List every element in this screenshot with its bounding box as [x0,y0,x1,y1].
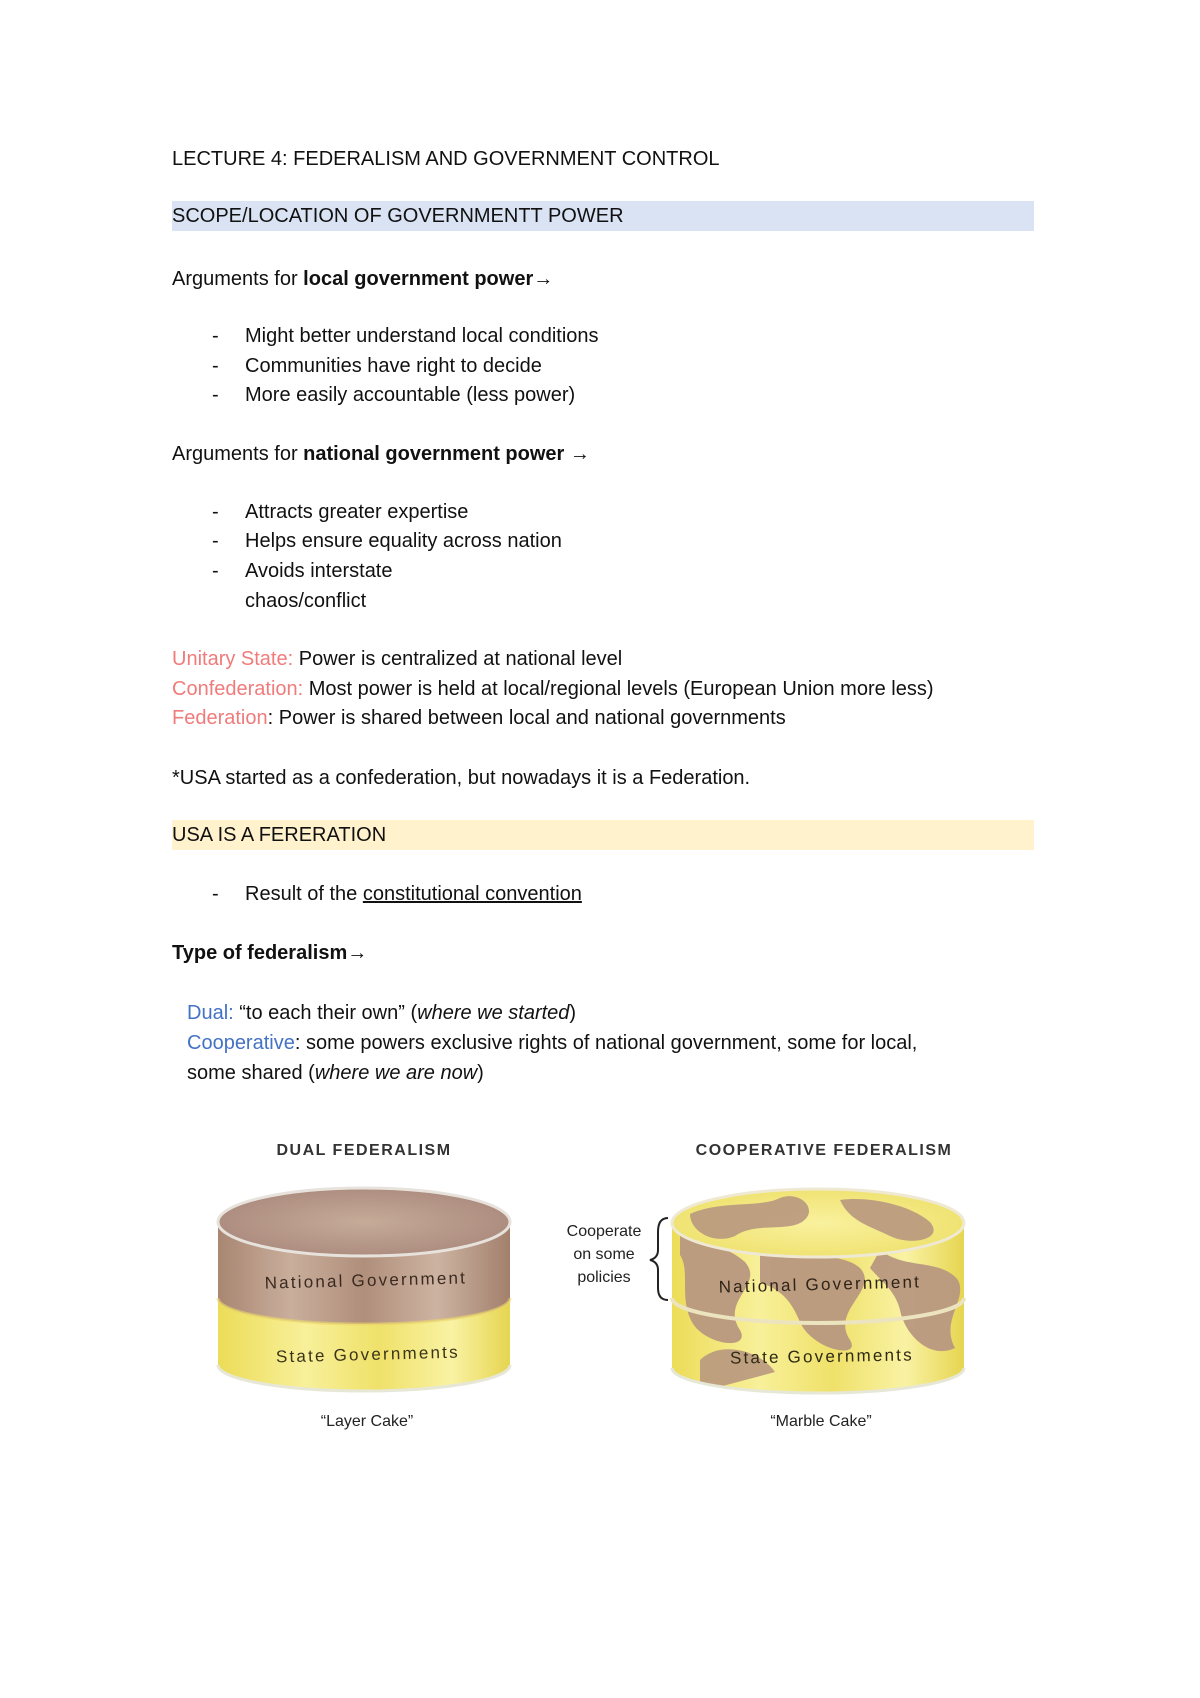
list-item-continuation: chaos/conflict [245,590,367,612]
local-bold: local government power [303,268,534,290]
national-bold: national government power [303,443,570,465]
term-dual: Dual: [187,1002,234,1024]
dual-close: ) [569,1002,577,1024]
cooperative-line2-prefix: some shared ( [187,1062,315,1084]
bullet-dash: - [212,384,219,406]
bullet-dash: - [212,501,219,523]
section-heading-scope-text: SCOPE/LOCATION OF GOVERNMENTT POWER [172,205,624,227]
bracket-text-line2: on some [573,1246,635,1263]
bullet-dash: - [212,560,219,582]
brace-icon [650,1218,668,1300]
underlined-term: constitutional convention [362,883,582,905]
list-item: Might better understand local conditions [245,325,599,347]
dual-state-label: State Governments [275,1342,461,1367]
cooperative-state-label: State Governments [729,1345,914,1368]
bullet-dash: - [212,883,219,905]
bracket-text-line1: Cooperate [566,1223,642,1240]
definition-text: : Power is shared between local and national governments [267,707,786,729]
dual-caption: “Layer Cake” [320,1413,414,1430]
term-cooperative: Cooperative [187,1032,295,1054]
definition-text: Power is centralized at national level [293,648,623,670]
bullet-dash: - [212,530,219,552]
list-item: Communities have right to decide [245,355,542,377]
bullet-prefix: Result of the [245,883,363,905]
dual-cake-top [218,1188,510,1256]
type-heading-text: Type of federalism [172,942,348,964]
bracket-text-line3: policies [577,1269,631,1286]
right-arrow-icon: → [569,443,590,465]
cooperative-caption: “Marble Cake” [770,1413,872,1430]
cooperative-close: ) [477,1062,484,1084]
dual-text: “to each their own” ( [233,1002,418,1024]
cooperative-italic: where we are now [314,1062,478,1084]
right-arrow-icon: → [533,268,554,290]
section-heading-usa-text: USA IS A FERERATION [172,824,387,846]
definition-text: Most power is held at local/regional levels (European Union more less) [303,678,934,700]
national-intro: Arguments for [172,443,304,465]
term-federation: Federation [172,707,268,729]
term-confederation: Confederation: [172,678,304,700]
bullet-dash: - [212,325,219,347]
dual-figure-title: DUAL FEDERALISM [276,1142,452,1159]
list-item: Helps ensure equality across nation [245,530,562,552]
bullet-dash: - [212,355,219,377]
list-item: More easily accountable (less power) [245,384,576,406]
local-intro: Arguments for [172,268,304,290]
right-arrow-icon: → [347,942,368,964]
list-item: Avoids interstate [245,560,393,582]
list-item: Attracts greater expertise [245,501,469,523]
dual-italic: where we started [417,1002,570,1024]
dual-national-label: National Government [264,1268,468,1293]
cooperative-text: : some powers exclusive rights of national government, some for local, [294,1032,918,1054]
cooperative-figure-title: COOPERATIVE FEDERALISM [695,1142,953,1159]
usa-note: *USA started as a confederation, but nowadays it is a Federation. [172,767,751,789]
term-unitary: Unitary State: [172,648,294,670]
cooperative-national-label: National Government [718,1272,922,1297]
lecture-title: LECTURE 4: FEDERALISM AND GOVERNMENT CONTROL [172,148,720,170]
